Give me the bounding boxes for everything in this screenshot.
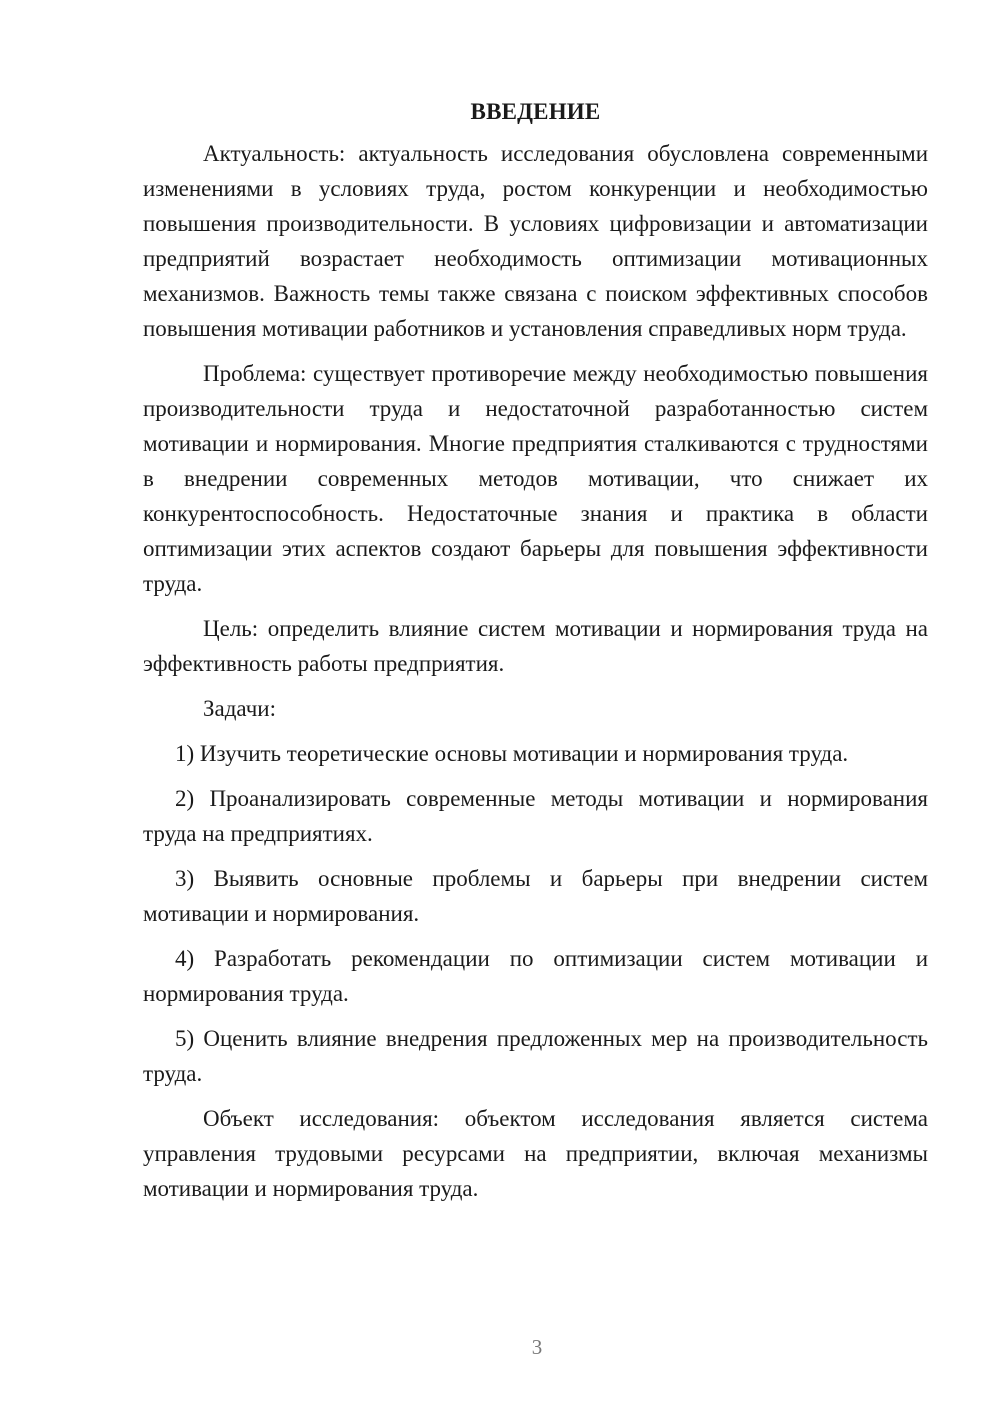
task-item-3: 3) Выявить основные проблемы и барьеры при внедрении систем мотивации и нормирования. [143, 866, 928, 926]
section-title: ВВЕДЕНИЕ [470, 99, 601, 124]
task-item-5: 5) Оценить влияние внедрения предложенных мер на производительность труда. [143, 1026, 928, 1086]
tasks-heading: Задачи: [203, 696, 276, 721]
paragraph-goal: Цель: определить влияние систем мотивации и нормирования труда на эффективность работы предприятия. [143, 616, 928, 676]
paragraph-relevance: Актуальность: актуальность исследования обусловлена современными изменениями в условиях труда, ростом конкуренции и необходимостью повышения производительности. В условиях цифровизации и автоматизации предприятий возрастает необходимость оптимизации мотивационных механизмов. Важность темы также связана с поиском эффективных способов повышения мотивации работников и установления справедливых норм труда. [143, 141, 928, 341]
task-item-4: 4) Разработать рекомендации по оптимизации систем мотивации и нормирования труда. [143, 946, 928, 1006]
paragraph-problem: Проблема: существует противоречие между необходимостью повышения производительности труда и недостаточной разработанностью систем мотивации и нормирования. Многие предприятия сталкиваются с трудностями в внедрении современных методов мотивации, что снижает их конкурентоспособность. Недостаточные знания и практика в области оптимизации этих аспектов создают барьеры для повышения эффективности труда. [143, 361, 928, 596]
page-content [143, 94, 928, 1216]
task-item-1: 1) Изучить теоретические основы мотивации и нормирования труда. [175, 741, 849, 766]
page-number: 3 [531, 1335, 543, 1359]
paragraph-object: Объект исследования: объектом исследования является система управления трудовыми ресурсами на предприятии, включая механизмы мотивации и нормирования труда. [143, 1106, 928, 1201]
task-item-2: 2) Проанализировать современные методы мотивации и нормирования труда на предприятиях. [143, 786, 928, 846]
